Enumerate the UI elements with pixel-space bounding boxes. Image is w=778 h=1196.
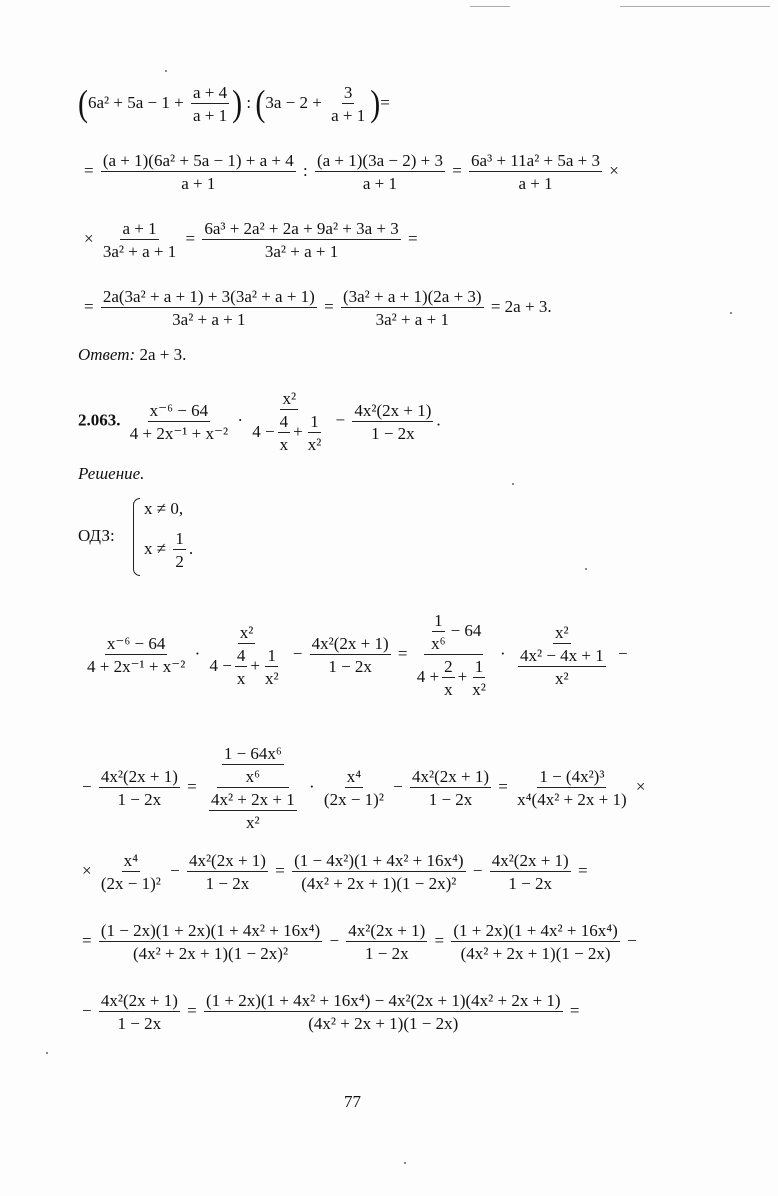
denominator [208, 644, 286, 687]
fraction [204, 992, 563, 1032]
numerator: 4x² − 4x + 1 [519, 645, 604, 665]
numerator: 4x²(2x + 1) [100, 767, 178, 786]
expr: − 64 [450, 620, 482, 640]
denominator [204, 788, 302, 831]
denominator: 1 − 2x [508, 874, 552, 893]
operator: = [82, 930, 92, 950]
denominator: (4x² + 2x + 1)(1 − 2x) [308, 1014, 459, 1033]
numerator: 4x²(2x + 1) [188, 851, 266, 870]
operator: = [187, 776, 197, 796]
denominator [513, 644, 611, 687]
odz-condition-2 [144, 530, 193, 570]
operator: : [246, 92, 252, 112]
operator: + [293, 421, 303, 441]
numerator: 4x²(2x + 1) [100, 991, 178, 1010]
denominator: a + 1 [518, 174, 553, 193]
operator: = [577, 860, 588, 880]
expr: 3a − 2 + [265, 92, 322, 112]
numerator: 4x²(2x + 1) [311, 634, 389, 653]
denominator: (2x − 1)² [100, 874, 161, 893]
denominator: x⁶ [245, 767, 261, 786]
numerator: 1 − (4x²)³ [539, 767, 605, 786]
operator: : [302, 160, 308, 180]
operator: × [635, 776, 646, 796]
fraction [99, 768, 180, 808]
equation-line-3 [84, 220, 418, 260]
punctuation: . [436, 410, 441, 430]
operator: = [380, 92, 390, 112]
solution-line-1 [82, 612, 628, 698]
paren-open: ( [255, 82, 266, 124]
denominator: x² [472, 680, 486, 699]
numerator: (1 − 2x)(1 + 2x)(1 + 4x² + 16x⁴) [100, 921, 321, 940]
numerator: 4x²(2x + 1) [412, 767, 490, 786]
denominator: x² [555, 668, 569, 688]
denominator: (4x² + 2x + 1)(1 − 2x) [460, 944, 611, 963]
paren-close: ) [232, 82, 243, 124]
numerator: (a + 1)(3a − 2) + 3 [316, 151, 443, 170]
operator: × [609, 160, 619, 180]
result: = 2a + 3. [490, 296, 552, 316]
fraction [513, 624, 611, 687]
fraction [515, 768, 629, 808]
numerator: 1 [175, 529, 184, 548]
numerator: 1 − 64x⁶ [223, 744, 282, 763]
numerator: x⁴ [346, 767, 362, 786]
expr: 4 − [209, 655, 232, 675]
answer-value: 2a + 3. [139, 345, 187, 364]
fraction [346, 922, 427, 962]
fraction [191, 84, 229, 124]
fraction [315, 152, 445, 192]
denominator: x⁶ [431, 634, 446, 653]
numerator: 4x²(2x + 1) [348, 921, 426, 940]
fraction [85, 635, 187, 675]
denominator: 1 − 2x [328, 657, 372, 676]
equation-line-4 [84, 288, 552, 328]
denominator: 3a² + a + 1 [375, 310, 449, 329]
operator: · [237, 410, 243, 430]
fraction [292, 852, 466, 892]
operator: − [292, 643, 303, 663]
equation-line-1 [78, 84, 390, 124]
numerator: (1 + 2x)(1 + 4x² + 16x⁴) [453, 921, 618, 940]
denominator: x² [264, 668, 279, 688]
denominator: 4 + 2x⁻¹ + x⁻² [87, 657, 186, 676]
fraction [410, 768, 491, 808]
denominator: 2 [175, 552, 184, 571]
numerator: (1 + 2x)(1 + 4x² + 16x⁴) − 4x²(2x + 1)(4x² + 2x + 1) [205, 991, 561, 1010]
numerator: 3 [343, 83, 353, 102]
operator: = [324, 296, 334, 316]
fraction [208, 624, 286, 687]
operator: × [82, 860, 92, 880]
fraction [173, 530, 186, 570]
numerator: x⁴ [123, 851, 139, 870]
denominator: x² [246, 813, 260, 832]
operator: · [194, 643, 201, 663]
equation-line-2 [84, 152, 619, 192]
answer-label: Ответ: [78, 345, 136, 364]
denominator: a + 1 [192, 106, 228, 125]
denominator: 1 − 2x [428, 790, 473, 809]
punctuation: . [188, 538, 194, 558]
operator: = [452, 160, 462, 180]
denominator: a + 1 [181, 174, 216, 193]
fraction [202, 220, 400, 260]
solution-line-4 [82, 922, 637, 962]
numerator: 1 [474, 657, 484, 676]
numerator: 1 [267, 645, 276, 665]
operator: = [84, 160, 94, 180]
numerator: 2a(3a² + a + 1) + 3(3a² + a + 1) [102, 287, 315, 306]
denominator: 4 + 2x⁻¹ + x⁻² [129, 423, 229, 443]
operator: = [185, 228, 196, 248]
numerator: (a + 1)(6a² + 5a − 1) + a + 4 [102, 151, 294, 170]
solution-line-5 [82, 992, 579, 1032]
numerator [424, 612, 483, 655]
scan-speck [585, 568, 587, 570]
fraction [204, 745, 302, 831]
numerator: 4 [236, 645, 246, 665]
expr: x ≠ [144, 538, 167, 558]
denominator: 1 − 2x [205, 874, 250, 893]
fraction [101, 152, 296, 192]
denominator: x [279, 435, 289, 454]
denominator: 3a² + a + 1 [172, 310, 246, 329]
numerator: 6a³ + 2a² + 2a + 9a² + 3a + 3 [204, 219, 399, 238]
denominator: x² [307, 435, 322, 454]
system-brace [133, 498, 140, 576]
operator: − [472, 860, 483, 880]
fraction [329, 84, 367, 124]
paren-open: ( [78, 82, 88, 124]
paren-close: ) [370, 82, 381, 124]
fraction [415, 612, 493, 698]
denominator: 1 − 2x [364, 944, 409, 963]
numerator: x² [555, 622, 569, 642]
odz-label: ОДЗ: [78, 526, 115, 545]
operator: = [187, 1000, 197, 1020]
problem-line [78, 390, 441, 453]
top-rule [470, 6, 510, 7]
solution-line-3 [82, 852, 588, 892]
numerator: x⁻⁶ − 64 [106, 634, 166, 653]
denominator [415, 655, 493, 698]
numerator: x² [282, 389, 297, 408]
page-number: 77 [344, 1092, 361, 1111]
operator: − [82, 1000, 92, 1020]
scan-speck [165, 70, 167, 72]
numerator: 1 [434, 611, 443, 630]
fraction [470, 658, 488, 698]
fraction [235, 647, 248, 687]
fraction [99, 992, 180, 1032]
numerator: 1 [310, 412, 319, 431]
operator: = [498, 776, 508, 796]
scan-speck [46, 1052, 48, 1054]
operator: − [329, 930, 340, 950]
denominator: (2x − 1)² [323, 790, 384, 809]
fraction [99, 852, 163, 892]
operator: = [275, 860, 285, 880]
operator: · [500, 643, 506, 663]
denominator: x [236, 668, 246, 688]
fraction [518, 647, 606, 687]
solution-line-2 [82, 745, 646, 831]
numerator: 4x²(2x + 1) [354, 400, 432, 420]
fraction [341, 288, 484, 328]
fraction [306, 413, 324, 453]
operator: = [569, 1000, 580, 1020]
denominator [250, 410, 328, 453]
fraction [250, 390, 328, 453]
operator: · [308, 776, 315, 796]
numerator [217, 745, 289, 788]
fraction [101, 220, 178, 260]
fraction [99, 922, 322, 962]
fraction [263, 647, 281, 687]
denominator: a + 1 [362, 174, 398, 193]
fraction [222, 745, 284, 785]
odz-condition-1: x ≠ 0, [144, 499, 184, 518]
numerator: 6a³ + 11a² + 5a + 3 [471, 151, 601, 170]
fraction [101, 288, 317, 328]
numerator: x² [239, 622, 254, 642]
numerator: 4x²(2x + 1) [491, 851, 569, 870]
denominator: x⁴(4x² + 2x + 1) [517, 790, 627, 809]
fraction [128, 402, 230, 442]
denominator: 3a² + a + 1 [264, 242, 339, 261]
operator: − [393, 776, 403, 796]
fraction [429, 612, 447, 652]
numerator: (3a² + a + 1)(2a + 3) [342, 287, 482, 306]
operator: × [84, 228, 94, 248]
numerator: 2 [444, 657, 453, 676]
expr: 6a² + 5a − 1 + [88, 92, 184, 112]
numerator: 4 [279, 412, 289, 431]
fraction [187, 852, 268, 892]
operator: − [627, 930, 637, 950]
denominator: a + 1 [331, 106, 366, 125]
numerator: (1 − 4x²)(1 + 4x² + 16x⁴) [294, 851, 464, 870]
fraction [451, 922, 619, 962]
numerator: 4x² + 2x + 1 [210, 790, 295, 809]
scan-speck [404, 1162, 406, 1164]
fraction [469, 152, 602, 192]
expr: 4 + [416, 666, 440, 686]
operator: = [408, 228, 418, 248]
operator: = [434, 930, 445, 950]
denominator: x [444, 680, 453, 699]
denominator: 1 − 2x [371, 423, 415, 443]
answer-line [78, 346, 186, 363]
denominator: 1 − 2x [117, 790, 162, 809]
operator: + [250, 655, 260, 675]
operator: = [397, 643, 408, 663]
expr: 4 − [252, 421, 275, 441]
denominator: 1 − 2x [117, 1014, 162, 1033]
operator: − [335, 410, 346, 430]
scan-speck [730, 312, 732, 314]
denominator: 3a² + a + 1 [102, 242, 177, 261]
fraction [209, 791, 297, 831]
denominator: (4x² + 2x + 1)(1 − 2x)² [301, 874, 457, 893]
fraction [322, 768, 386, 808]
numerator: a + 1 [122, 219, 157, 238]
operator: − [82, 776, 92, 796]
fraction [490, 852, 571, 892]
denominator: (4x² + 2x + 1)(1 − 2x)² [132, 944, 289, 963]
operator: + [457, 666, 468, 686]
numerator: a + 4 [192, 83, 228, 102]
problem-number: 2.063. [78, 410, 121, 430]
solution-label: Решение. [78, 464, 145, 483]
fraction [442, 658, 455, 698]
fraction [278, 413, 291, 453]
scan-speck [512, 483, 514, 485]
operator: − [618, 643, 628, 663]
top-rule [620, 6, 770, 7]
fraction [310, 635, 391, 675]
operator: = [84, 296, 94, 316]
operator: − [170, 860, 180, 880]
fraction [352, 402, 433, 442]
numerator: x⁻⁶ − 64 [149, 400, 209, 420]
